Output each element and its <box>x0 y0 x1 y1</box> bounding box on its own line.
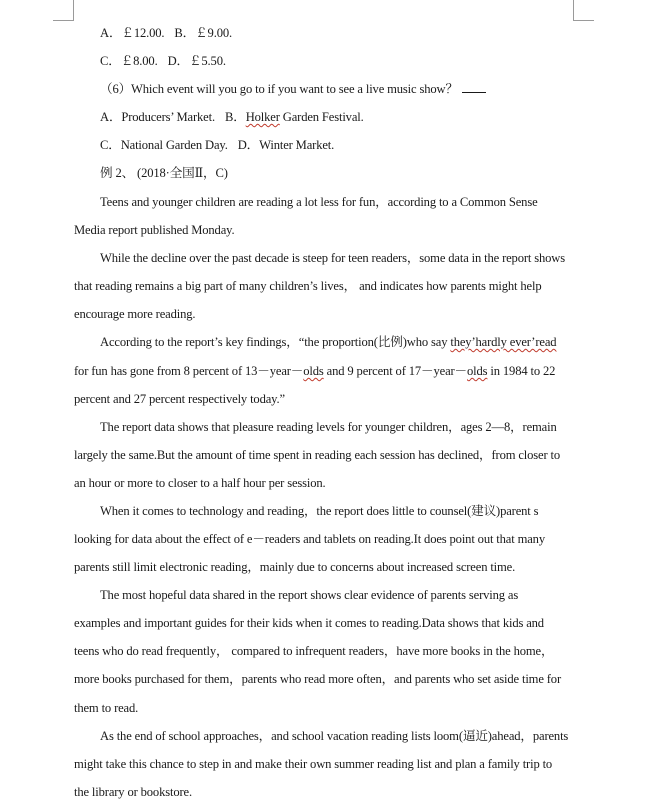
q5-option-b: B．￡9.00. <box>174 26 232 40</box>
passage-line: teens who do read frequently， compared to infrequent readers，have more books in the home， <box>74 644 554 658</box>
q6-option-d: D．Winter Market. <box>237 138 335 152</box>
passage-line: for fun has gone from 8 percent of 13－year－olds and 9 percent of 17－year－olds in 1984 to 22 <box>74 364 556 378</box>
q5-option-d: D．￡5.50. <box>167 54 226 68</box>
passage-line: When it comes to technology and reading，the report does little to counsel(建议)parent s <box>100 504 539 518</box>
q6-stem <box>100 81 486 97</box>
q6-option-a: A．Producers’ Market. <box>100 110 215 124</box>
passage-line: The report data shows that pleasure reading levels for younger children，ages 2—8，remain <box>100 420 557 434</box>
passage-line: As the end of school approaches，and school vacation reading lists loom(逼近)ahead，parents <box>100 729 569 743</box>
q5-options-row-2 <box>100 53 226 69</box>
passage-line: the library or bookstore. <box>74 785 192 799</box>
passage-line: Media report published Monday. <box>74 223 235 237</box>
example-heading: 例 2、 (2018·全国Ⅱ，C) <box>100 166 228 180</box>
passage-line: them to read. <box>74 701 139 715</box>
q6-stem-text: （6）Which event will you go to if you want to see a live music show？ <box>100 82 458 96</box>
passage-line: looking for data about the effect of e－readers and tablets on reading.It does point out that many <box>74 532 545 546</box>
page-corner-mark-right <box>573 0 594 21</box>
passage-line: more books purchased for them，parents who read more often，and parents who set aside time for <box>74 672 561 686</box>
passage-line: The most hopeful data shared in the report shows clear evidence of parents serving as <box>100 588 519 602</box>
q5-option-c: C．￡8.00. <box>100 54 158 68</box>
page-corner-mark-left <box>53 0 74 21</box>
q5-options-row-1 <box>100 25 232 41</box>
passage-line: Teens and younger children are reading a lot less for fun，according to a Common Sense <box>100 195 538 209</box>
q6-options-row-2 <box>100 137 334 153</box>
passage-line: While the decline over the past decade is steep for teen readers，some data in the report shows <box>100 251 565 265</box>
passage-line: According to the report’s key findings，“the proportion(比例)who say they’hardly ever’read <box>100 335 557 349</box>
passage-line: encourage more reading. <box>74 307 196 321</box>
q6-option-b: B．Holker Garden Festival. <box>224 110 364 124</box>
q6-options-row-1 <box>100 109 364 125</box>
passage-line: that reading remains a big part of many children’s lives， and indicates how parents might help <box>74 279 542 293</box>
passage-line: examples and important guides for their kids when it comes to reading.Data shows that kids and <box>74 616 544 630</box>
q6-option-c: C．National Garden Day. <box>100 138 228 152</box>
q5-option-a: A．￡12.00. <box>100 26 165 40</box>
passage-line: largely the same.But the amount of time spent in reading each session has declined，from closer to <box>74 448 561 462</box>
passage-line: an hour or more to closer to a half hour per session. <box>74 476 326 490</box>
passage-line: might take this chance to step in and make their own summer reading list and plan a family trip to <box>74 757 553 771</box>
passage-line: parents still limit electronic reading，mainly due to concerns about increased screen time. <box>74 560 516 574</box>
answer-blank <box>462 81 486 93</box>
passage-line: percent and 27 percent respectively today.” <box>74 392 285 406</box>
